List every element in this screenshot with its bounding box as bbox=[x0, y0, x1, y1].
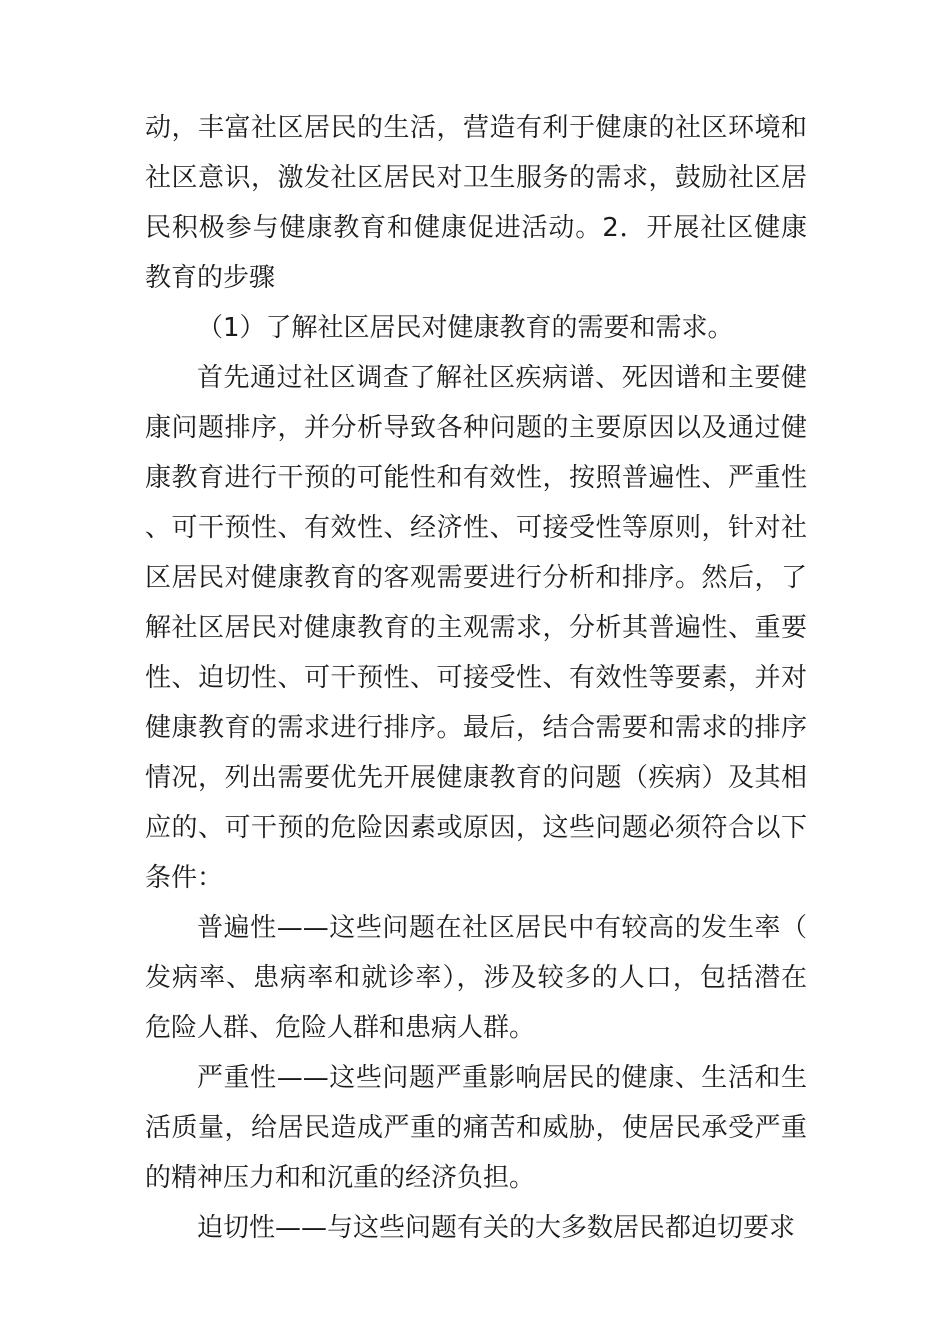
paragraph-3: 首先通过社区调查了解社区疾病谱、死因谱和主要健康问题排序，并分析导致各种问题的主要原因以及通过健康教育进行干预的可能性和有效性，按照普遍性、严重性、可干预性、有效性、经济性、可接受性等原则，针对社区居民对健康教育的客观需要进行分析和排序。然后，了解社区居民对健康教育的主观需求，分析其普遍性、重要性、迫切性、可干预性、可接受性、有效性等要素，并对健康教育的需求进行排序。最后，结合需要和需求的排序情况，列出需要优先开展健康教育的问题（疾病）及其相应的、可干预的危险因素或原因，这些问题必须符合以下条件： bbox=[145, 363, 807, 893]
paragraph-1: 动，丰富社区居民的生活，营造有利于健康的社区环境和社区意识，激发社区居民对卫生服务的需求，鼓励社区居民积极参与健康教育和健康促进活动。2．开展社区健康教育的步骤 bbox=[145, 113, 807, 293]
paragraph-6: 迫切性——与这些问题有关的大多数居民都迫切要求 bbox=[197, 1213, 796, 1243]
paragraph-2: （1）了解社区居民对健康教育的需要和需求。 bbox=[197, 313, 734, 343]
paragraph-4: 普遍性——这些问题在社区居民中有较高的发生率（发病率、患病率和就诊率），涉及较多的人口，包括潜在危险人群、危险人群和患病人群。 bbox=[145, 913, 807, 1043]
paragraph-5: 严重性——这些问题严重影响居民的健康、生活和生活质量，给居民造成严重的痛苦和威胁，使居民承受严重的精神压力和和沉重的经济负担。 bbox=[145, 1063, 807, 1193]
document-body bbox=[145, 103, 807, 1253]
